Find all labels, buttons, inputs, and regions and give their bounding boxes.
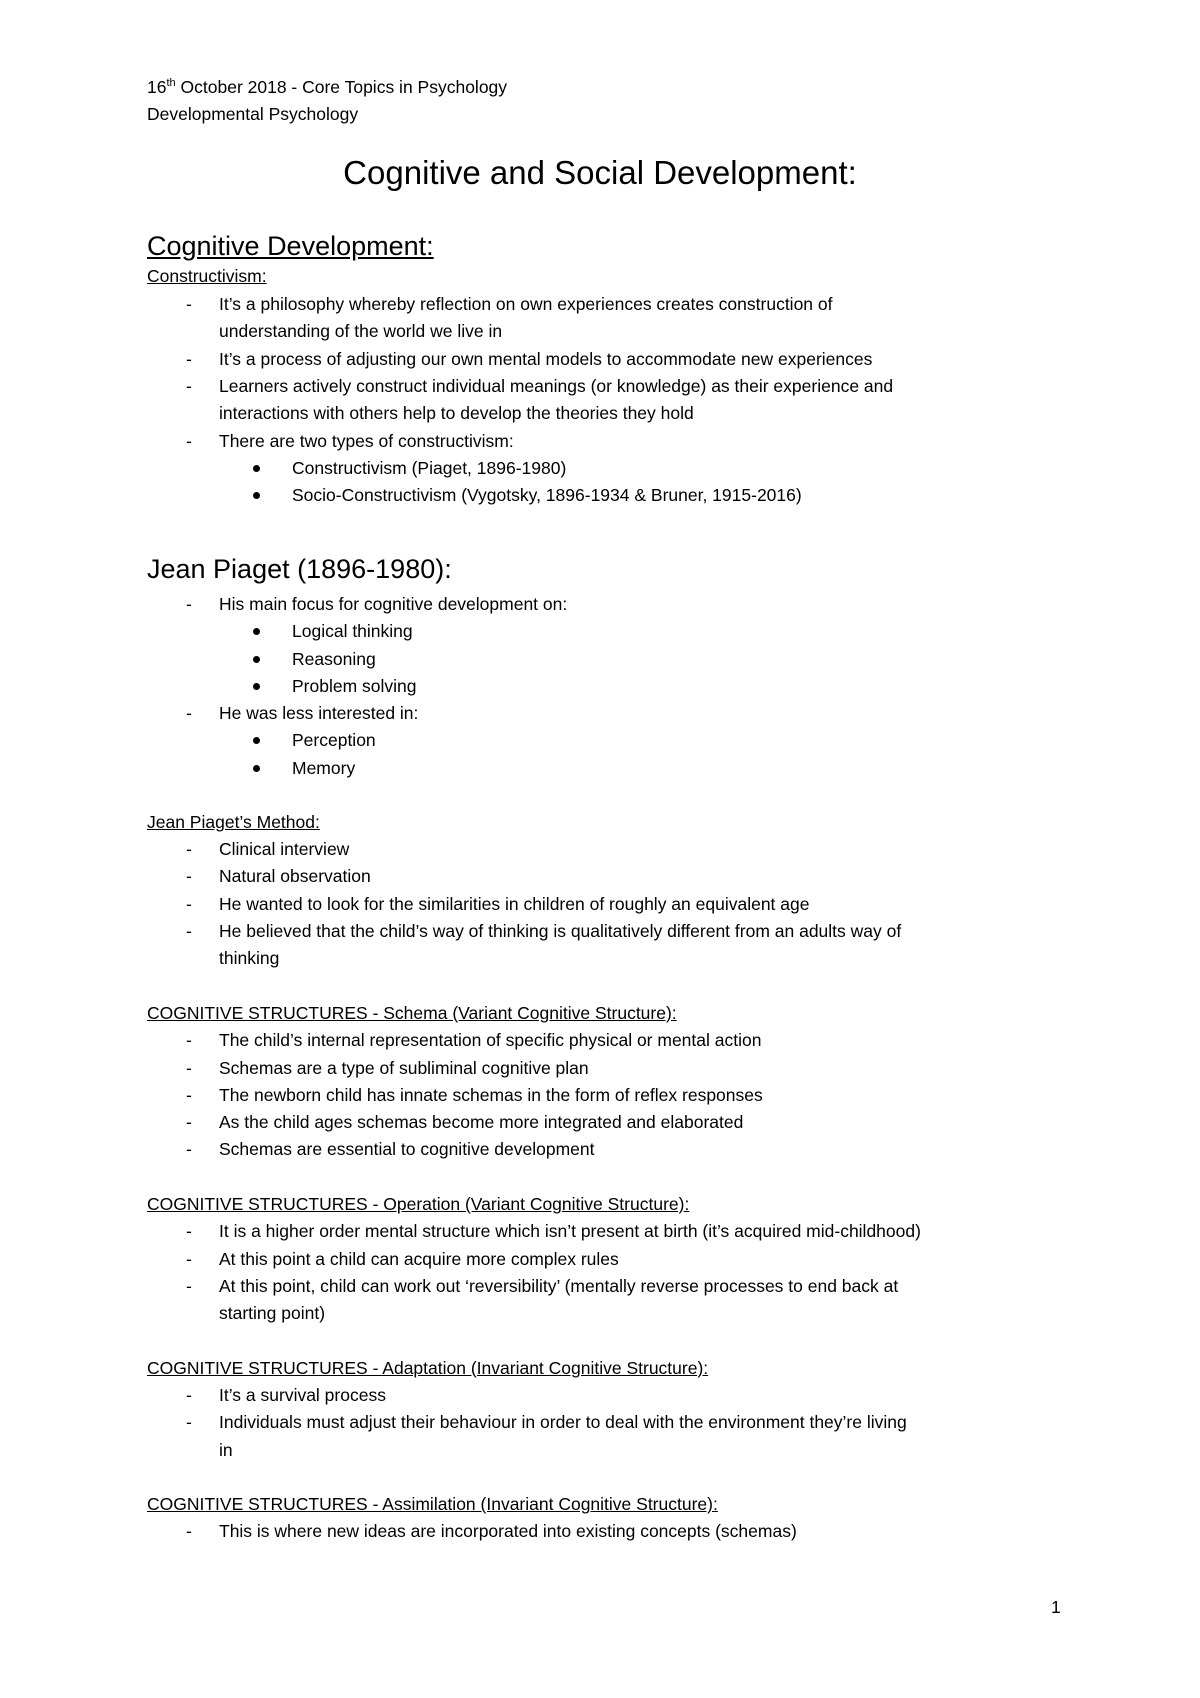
dash-bullet: - xyxy=(186,1030,192,1050)
dash-bullet: - xyxy=(186,839,192,859)
dash-bullet: - xyxy=(186,866,192,886)
header-date-rest: October 2018 - Core Topics in Psychology xyxy=(175,77,508,97)
list-item: Individuals must adjust their behaviour in order to deal with the environment they’re living xyxy=(219,1412,907,1432)
list-item: As the child ages schemas become more integrated and elaborated xyxy=(219,1112,744,1132)
subheading-operation: COGNITIVE STRUCTURES - Operation (Variant Cognitive Structure): xyxy=(147,1194,690,1214)
bullet-dot xyxy=(253,737,260,744)
section-heading-cognitive-development: Cognitive Development: xyxy=(147,231,434,261)
list-item: The newborn child has innate schemas in the form of reflex responses xyxy=(219,1085,763,1105)
bullet-dot xyxy=(253,765,260,772)
dash-bullet: - xyxy=(186,1276,192,1296)
list-item: At this point, child can work out ‘reversibility’ (mentally reverse processes to end back at xyxy=(219,1276,899,1296)
header-subject: Developmental Psychology xyxy=(147,104,359,124)
dash-bullet: - xyxy=(186,1412,192,1432)
subheading-piaget-method: Jean Piaget’s Method: xyxy=(147,812,320,832)
bullet-dot xyxy=(253,465,260,472)
dash-bullet: - xyxy=(186,1085,192,1105)
subheading-constructivism: Constructivism: xyxy=(147,266,267,286)
header-date-suffix: th xyxy=(166,77,176,90)
dash-bullet: - xyxy=(186,1385,192,1405)
sub-list-item: Socio-Constructivism (Vygotsky, 1896-1934 & Bruner, 1915-2016) xyxy=(292,485,802,505)
subheading-adaptation: COGNITIVE STRUCTURES - Adaptation (Invariant Cognitive Structure): xyxy=(147,1358,709,1378)
dash-bullet: - xyxy=(186,1058,192,1078)
dash-bullet: - xyxy=(186,894,192,914)
dash-bullet: - xyxy=(186,594,192,614)
list-item-continuation: interactions with others help to develop the theories they hold xyxy=(219,403,694,423)
page-number: 1 xyxy=(1051,1597,1061,1617)
list-item: He was less interested in: xyxy=(219,703,419,723)
list-item: There are two types of constructivism: xyxy=(219,431,514,451)
page-title: Cognitive and Social Development: xyxy=(343,154,857,191)
sub-list-item: Problem solving xyxy=(292,676,417,696)
header-date-day: 16 xyxy=(147,77,167,97)
dash-bullet: - xyxy=(186,294,192,314)
list-item-continuation: starting point) xyxy=(219,1303,326,1323)
sub-list-item: Reasoning xyxy=(292,649,376,669)
list-item: He believed that the child’s way of thinking is qualitatively different from an adults way of xyxy=(219,921,902,941)
dash-bullet: - xyxy=(186,921,192,941)
section-heading-jean-piaget: Jean Piaget (1896-1980): xyxy=(147,554,452,584)
subheading-schema: COGNITIVE STRUCTURES - Schema (Variant Cognitive Structure): xyxy=(147,1003,677,1023)
dash-bullet: - xyxy=(186,703,192,723)
sub-list-item: Memory xyxy=(292,758,356,778)
dash-bullet: - xyxy=(186,349,192,369)
list-item: This is where new ideas are incorporated into existing concepts (schemas) xyxy=(219,1521,797,1541)
subheading-assimilation: COGNITIVE STRUCTURES - Assimilation (Invariant Cognitive Structure): xyxy=(147,1494,718,1514)
dash-bullet: - xyxy=(186,1139,192,1159)
sub-list-item: Logical thinking xyxy=(292,621,413,641)
list-item: It’s a philosophy whereby reflection on own experiences creates construction of xyxy=(219,294,833,314)
list-item: The child’s internal representation of specific physical or mental action xyxy=(219,1030,762,1050)
dash-bullet: - xyxy=(186,1249,192,1269)
bullet-dot xyxy=(253,628,260,635)
list-item: His main focus for cognitive development on: xyxy=(219,594,568,614)
sub-list-item: Perception xyxy=(292,730,376,750)
dash-bullet: - xyxy=(186,1112,192,1132)
sub-list-item: Constructivism (Piaget, 1896-1980) xyxy=(292,458,567,478)
list-item: Schemas are a type of subliminal cognitive plan xyxy=(219,1058,589,1078)
list-item: It’s a process of adjusting our own mental models to accommodate new experiences xyxy=(219,349,873,369)
list-item: Natural observation xyxy=(219,866,371,886)
dash-bullet: - xyxy=(186,1221,192,1241)
bullet-dot xyxy=(253,492,260,499)
bullet-dot xyxy=(253,683,260,690)
header-date-line xyxy=(147,75,507,99)
list-item: He wanted to look for the similarities in children of roughly an equivalent age xyxy=(219,894,810,914)
dash-bullet: - xyxy=(186,431,192,451)
list-item-continuation: in xyxy=(219,1440,233,1460)
list-item: Schemas are essential to cognitive development xyxy=(219,1139,595,1159)
list-item: At this point a child can acquire more complex rules xyxy=(219,1249,619,1269)
list-item: It is a higher order mental structure which isn’t present at birth (it’s acquired mid-childhood) xyxy=(219,1221,921,1241)
list-item-continuation: thinking xyxy=(219,948,280,968)
list-item: Learners actively construct individual meanings (or knowledge) as their experience and xyxy=(219,376,894,396)
dash-bullet: - xyxy=(186,376,192,396)
list-item: It’s a survival process xyxy=(219,1385,386,1405)
list-item-continuation: understanding of the world we live in xyxy=(219,321,503,341)
dash-bullet: - xyxy=(186,1521,192,1541)
bullet-dot xyxy=(253,656,260,663)
list-item: Clinical interview xyxy=(219,839,350,859)
